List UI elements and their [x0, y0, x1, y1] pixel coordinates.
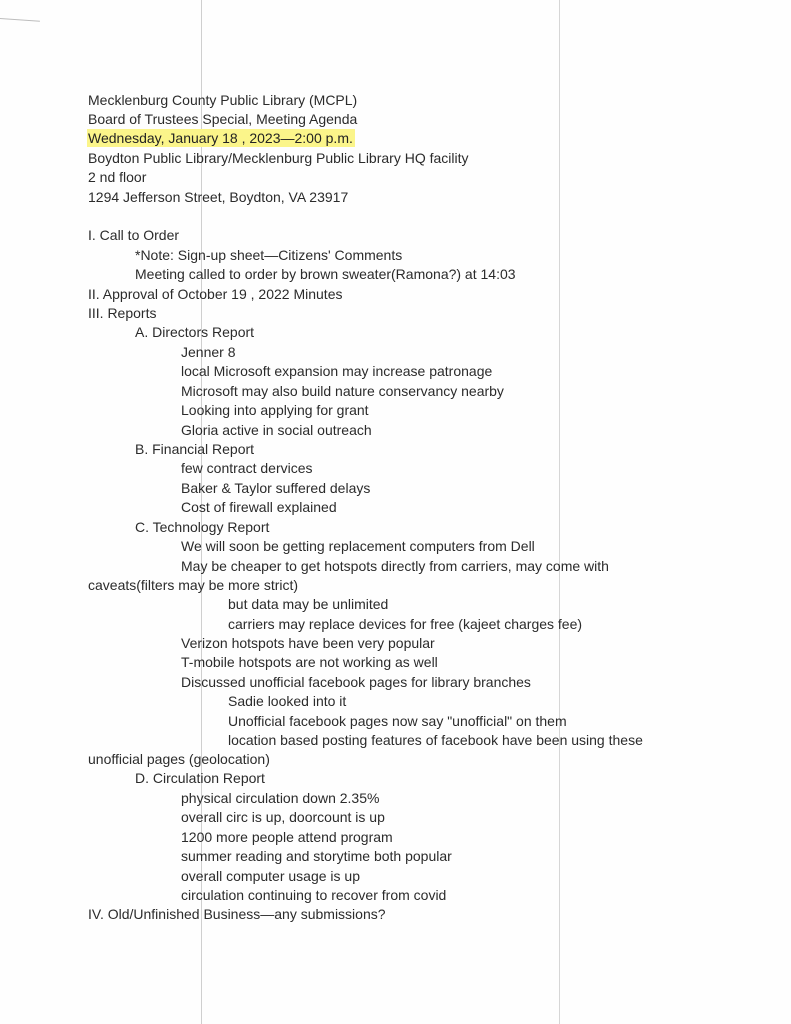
- circulation-item: physical circulation down 2.35%: [181, 790, 380, 806]
- technology-subitem: Unofficial facebook pages now say "unofficial" on them: [228, 713, 567, 729]
- technology-item-continued: caveats(filters may be more strict): [88, 577, 299, 593]
- directors-item: Looking into applying for grant: [181, 402, 369, 418]
- technology-subitem: location based posting features of facebook have been using these: [228, 732, 643, 748]
- section-approval: II. Approval of October 19 , 2022 Minutes: [88, 286, 343, 302]
- meeting-address: 1294 Jefferson Street, Boydton, VA 23917: [88, 189, 349, 205]
- financial-report-heading: B. Financial Report: [135, 441, 255, 457]
- technology-item: May be cheaper to get hotspots directly from carriers, may come with: [181, 558, 609, 574]
- circulation-item: 1200 more people attend program: [181, 829, 393, 845]
- meeting-floor: 2 nd floor: [88, 169, 147, 185]
- technology-item: Verizon hotspots have been very popular: [181, 635, 435, 651]
- technology-item: T-mobile hotspots are not working as well: [181, 654, 438, 670]
- highlighted-datetime: Wednesday, January 18 , 2023—2:00 p.m.: [88, 130, 353, 146]
- technology-subitem: carriers may replace devices for free (kajeet charges fee): [228, 616, 583, 632]
- fold-line-right: [559, 0, 560, 1024]
- org-name: Mecklenburg County Public Library (MCPL): [88, 92, 358, 108]
- section-call-to-order: I. Call to Order: [88, 227, 180, 243]
- directors-item: Gloria active in social outreach: [181, 422, 372, 438]
- technology-subitem-continued: unofficial pages (geolocation): [88, 751, 270, 767]
- directors-item: local Microsoft expansion may increase patronage: [181, 363, 493, 379]
- technology-report-heading: C. Technology Report: [135, 519, 270, 535]
- financial-item: Baker & Taylor suffered delays: [181, 480, 371, 496]
- financial-item: Cost of firewall explained: [181, 499, 337, 515]
- scan-mark: [0, 18, 40, 22]
- technology-item: We will soon be getting replacement computers from Dell: [181, 538, 535, 554]
- financial-item: few contract dervices: [181, 460, 313, 476]
- section-reports: III. Reports: [88, 305, 157, 321]
- technology-subitem: Sadie looked into it: [228, 693, 347, 709]
- meeting-title: Board of Trustees Special, Meeting Agenda: [88, 111, 358, 127]
- note-signup: *Note: Sign-up sheet—Citizens' Comments: [135, 247, 403, 263]
- meeting-location: Boydton Public Library/Mecklenburg Public Library HQ facility: [88, 150, 469, 166]
- meeting-datetime: [88, 130, 355, 146]
- circulation-report-heading: D. Circulation Report: [135, 770, 265, 786]
- circulation-item: overall circ is up, doorcount is up: [181, 809, 385, 825]
- directors-item: Jenner 8: [181, 344, 236, 360]
- section-old-business: IV. Old/Unfinished Business—any submissions?: [88, 906, 386, 922]
- directors-report-heading: A. Directors Report: [135, 324, 255, 340]
- technology-subitem: but data may be unlimited: [228, 596, 389, 612]
- circulation-item: overall computer usage is up: [181, 868, 360, 884]
- circulation-item: circulation continuing to recover from covid: [181, 887, 447, 903]
- meeting-called: Meeting called to order by brown sweater(Ramona?) at 14:03: [135, 266, 516, 282]
- technology-item: Discussed unofficial facebook pages for library branches: [181, 674, 531, 690]
- circulation-item: summer reading and storytime both popular: [181, 848, 452, 864]
- directors-item: Microsoft may also build nature conservancy nearby: [181, 383, 504, 399]
